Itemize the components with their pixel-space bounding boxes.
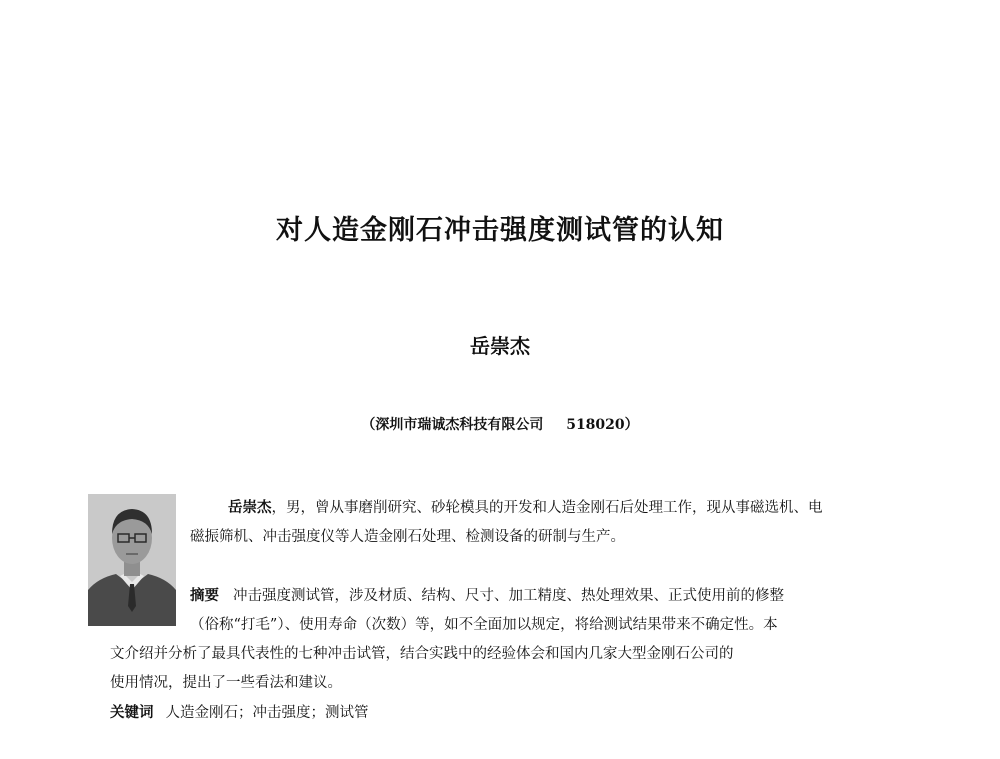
abstract-line-4: 使用情况，提出了一些看法和建议。 (110, 675, 342, 691)
abstract-line-1 (110, 582, 930, 611)
bio-line-2: 磁振筛机、冲击强度仪等人造金刚石处理、检测设备的研制与生产。 (190, 529, 625, 545)
bio-name: 岳崇杰 (228, 500, 272, 516)
author-affiliation (0, 414, 1000, 434)
abstract-line-2: （俗称“打毛”）、使用寿命（次数）等，如不全面加以规定，将给测试结果带来不确定性。本 (190, 617, 778, 633)
keywords-label: 关键词 (110, 705, 154, 721)
abstract (110, 582, 930, 698)
author-name: 岳崇杰 (470, 334, 530, 358)
affiliation-postcode: 518020） (566, 417, 639, 433)
paper-title: 对人造金刚石冲击强度测试管的认知 (276, 215, 724, 246)
bio-text-1: ，男，曾从事磨削研究、砂轮模具的开发和人造金刚石后处理工作，现从事磁选机、电 (271, 500, 823, 516)
keywords (110, 699, 369, 728)
bio-line-1 (190, 494, 930, 523)
affiliation-org: （深圳市瑞诚杰科技有限公司 (361, 417, 544, 433)
abstract-line-3: 文介绍并分析了最具代表性的七种冲击试管，结合实践中的经验体会和国内几家大型金刚石公司的 (110, 646, 734, 662)
abstract-text-1: 冲击强度测试管，涉及材质、结构、尺寸、加工精度、热处理效果、正式使用前的修整 (233, 588, 784, 604)
keywords-text: 人造金刚石；冲击强度；测试管 (165, 705, 369, 721)
author-bio (190, 494, 930, 552)
abstract-label: 摘要 (190, 588, 219, 604)
